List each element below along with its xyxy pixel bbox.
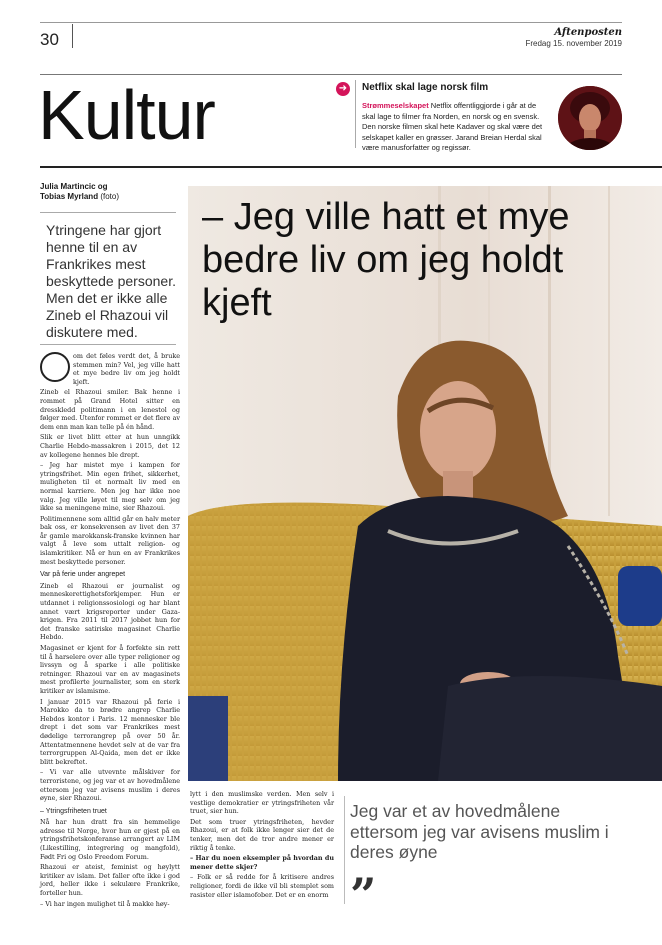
article-headline: – Jeg ville hatt et mye bedre liv om jeg holdt kjeft bbox=[202, 196, 570, 324]
quote-icon: ” bbox=[350, 868, 377, 922]
ingress-rule bbox=[40, 344, 176, 345]
pull-quote: Jeg var et av hovedmålene ettersom jeg var avisens muslim i deres øyne bbox=[350, 801, 609, 862]
paragraph: Slik er livet blitt etter at hun unngikk Charlie Hebdo-massakren i 2015, det 12 av kollegene hennes ble drept. bbox=[40, 433, 180, 459]
teaser-body bbox=[362, 101, 550, 154]
paragraph: Politimennene som alltid går en halv meter bak oss, er konsekvensen av livet den 37 år gamle marokkansk-franske kvinnen har valgt å leve som uttalt religion- og islamkritiker. Nå er hun en av Frankrikes mest beskyttede personer. bbox=[40, 514, 180, 566]
paper-name: Aftenposten bbox=[554, 27, 622, 38]
paragraph: Zineb el Rhazoui smiler. Bak henne i rommet på Grand Hotel sitter en dresskledd politimann i en lenestol og følger med. Utenfor rommet er det flere av dem enn man kan telle på én hånd. bbox=[40, 388, 180, 431]
article-ingress: Ytringene har gjort henne til en av Frankrikes mest beskyttede personer. Men det er ikke alle Zineb el Rhazoui vil diskutere med. bbox=[46, 222, 176, 340]
header-rule bbox=[40, 74, 622, 75]
paragraph: I januar 2015 var Rhazoui på ferie i Marokko da to brødre angrep Charlie Hebdos kontor i Paris. 12 mennesker ble drept i det som var Frankrikes mest dødelige terrorangrep på over 50 år. Attentatmennene hevdet selv at de var fra terrorgruppen Al-Qaida, men det er ikke blitt bekreftet. bbox=[40, 697, 180, 766]
paragraph: Magasinet er kjent for å forfekte sin rett til å harselere over alle typer religioner og livssyn og å sparke i alle politiske retninger. Rhazoui var en av magasinets mest profilerte journalister, som en sterk kritiker av islamisme. bbox=[40, 644, 180, 695]
header-divider bbox=[72, 24, 73, 48]
byline-photo-credit: (foto) bbox=[98, 192, 119, 201]
paragraph: – Vi har ingen mulighet til å makke høy- bbox=[40, 899, 170, 908]
paragraph: Det som truer ytringsfriheten, hevder Rhazoui, er at folk ikke lenger sier det de tenker, men det de tror andre mener er riktig å tenke. bbox=[190, 817, 334, 852]
paragraph: Nå har hun dratt fra sin hemmelige adresse til Norge, hvor hun er gjest på en ytringsfrihetskonferanse arrangert av LIM (Likestilling, integrering og mangfold), Født Fri og Oslo Freedom Forum. bbox=[40, 818, 180, 861]
portrait-illustration bbox=[558, 86, 622, 150]
teaser-title[interactable]: Netflix skal lage norsk film bbox=[362, 82, 489, 93]
teaser-text: Netflix offentliggjorde i går at de skal lage to filmer fra Norden, en norsk og en svensk. Den norske filmen skal hete Kadaver og skal være det selskapet kaller en grøsser. Jarand Breian Herdal skal være manusforfatter og regissør. bbox=[362, 101, 543, 152]
subheading: – Ytringsfriheten truet bbox=[40, 807, 107, 815]
paragraph: – Jeg har mistet mye i kampen for ytringsfrihet. Min egen frihet, sikkerhet, muligheten til et normalt liv med en normal karriere. Men jeg har ikke noe valg. Jeg ville løyet til meg selv om jeg ikke sa meningene mine, sier Rhazoui. bbox=[40, 461, 180, 513]
header-top-rule bbox=[40, 22, 622, 23]
publication-date: Fredag 15. november 2019 bbox=[525, 39, 622, 48]
byline-authors: Julia Martincic og bbox=[40, 182, 108, 191]
subheading: Var på ferie under angrepet bbox=[40, 571, 126, 579]
byline-rule bbox=[40, 212, 176, 213]
interview-question: – Har du noen eksempler på hvordan du mener dette skjer? bbox=[190, 854, 334, 871]
paragraph: Zineb el Rhazoui er journalist og menneskerettighetsforkjemper. Hun er utdannet i religionssosiologi og har blant annet vært krigsreporter under Gaza-krigen. Fra 2011 til 2017 jobbet hun for det franske satiriske magasinet Charlie Hebdo. bbox=[40, 581, 180, 642]
teaser-divider bbox=[355, 80, 356, 148]
header-bottom-rule bbox=[40, 166, 662, 168]
paragraph: – Folk er så redde for å kritisere andres religioner, fordi de ikke vil bli stemplet som rasister eller islamofober. Det er en enorm bbox=[190, 873, 334, 899]
page-number: 30 bbox=[40, 30, 59, 49]
teaser-kicker: Strømmeselskapet bbox=[362, 101, 429, 110]
arrow-right-icon[interactable]: ➜ bbox=[336, 82, 350, 96]
pull-quote-rule bbox=[344, 796, 345, 904]
body-column-1 bbox=[40, 352, 180, 910]
paragraph: om det føles verdt det, å bruke stemmen min? Vel, jeg ville hatt et mye bedre liv om jeg holdt kjeft. bbox=[73, 352, 180, 386]
paragraph: – Vi var alle utvevnte målskiver for terroristene, og jeg var et av hovedmålene ettersom jeg var avisens muslim i deres øyne, sier Rhazoui. bbox=[40, 768, 180, 803]
section-title: Kultur bbox=[38, 76, 215, 154]
paragraph: Rhazoui er ateist, feminist og høylytt kritiker av islam. Det faller ofte ikke i god jord, heller ikke i sekulære Frankrike, forteller hun. bbox=[40, 863, 180, 898]
paragraph: lytt i den muslimske verden. Men selv i vestlige demokratier er ytringsfriheten vår truet, sier hun. bbox=[190, 790, 334, 816]
teaser-portrait-photo bbox=[558, 86, 622, 150]
byline bbox=[40, 182, 119, 202]
byline-photographer: Tobias Myrland bbox=[40, 192, 99, 201]
body-column-2 bbox=[190, 790, 334, 901]
